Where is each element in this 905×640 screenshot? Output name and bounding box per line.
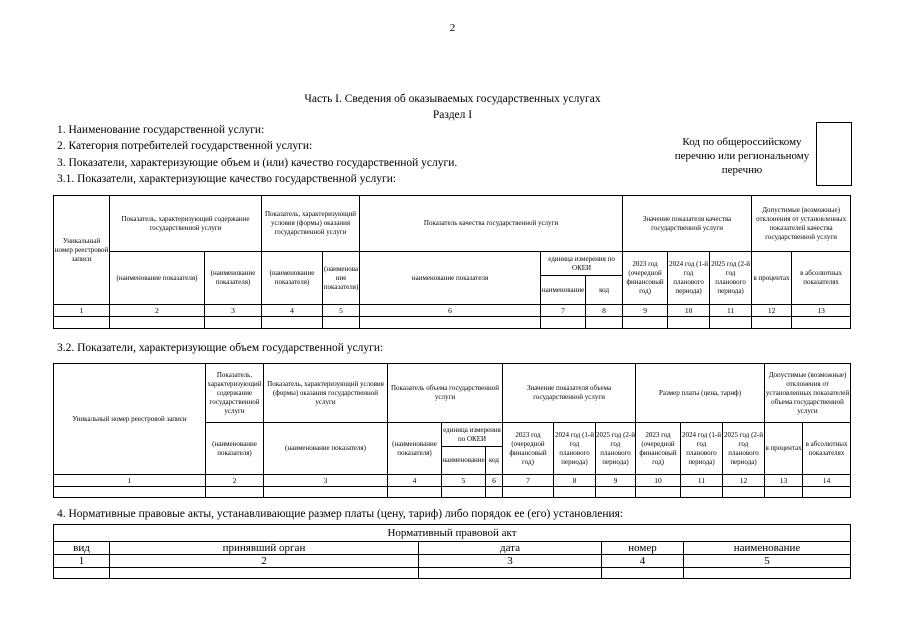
col-number: 3 [205,305,262,317]
empty-data-row [54,487,851,498]
col-number: 5 [323,305,360,317]
col-number: 12 [752,305,792,317]
indicator-name: (наименование показателя) [262,252,323,305]
indicator-name: (наименование показателя) [264,423,388,475]
content-indicator-header: Показатель, характеризующий содержание государственной услуги [206,364,264,423]
document-title: Часть I. Сведения об оказываемых государственных услугах [304,93,601,105]
col-index: 1 [54,555,110,568]
col-number: 1 [54,475,206,487]
col-number: 7 [503,475,554,487]
col-index: 3 [419,555,602,568]
indicator-name: (наименование показателя) [206,423,264,475]
conditions-indicator-header: Показатель, характеризующий условия (формы) оказания государственной услуги [264,364,388,423]
column-numbers-row [54,475,851,487]
value-header: Значение показателя качества государственной услуги [623,196,752,252]
volume-indicator-header: Показатель объема государственной услуги [388,364,503,423]
unit-code: код [486,447,503,475]
volume-table [53,363,851,498]
unique-number-header: Уникальный номер реестровой записи [54,196,110,305]
col-number: 12 [723,475,765,487]
empty-data-row [54,568,851,579]
col-number: 8 [586,305,623,317]
unique-number-header: Уникальный номер реестровой записи [54,364,206,475]
item-consumer-category: 2. Категория потребителей государственной услуги: [57,140,313,152]
year-2023: 2023 год (очередной финансовый год) [623,252,668,305]
col-number: 9 [623,305,668,317]
col-number: 13 [765,475,803,487]
unit-name: наименование [541,276,586,305]
col-number: 9 [596,475,636,487]
col-index: 2 [110,555,419,568]
col-number: 4 [262,305,323,317]
col-number: 8 [554,475,596,487]
col-number: 1 [54,305,110,317]
col-number: 10 [668,305,710,317]
legal-act-header: Нормативный правовой акт [54,525,851,542]
deviation-percent: в процентах [752,252,792,305]
year-2024: 2024 год (1-й год планового периода) [668,252,710,305]
year-2023: 2023 год (очередной финансовый год) [503,423,554,475]
year-2025: 2025 год (2-й год планового периода) [596,423,636,475]
column-numbers-row [54,555,851,568]
col-number: 13 [792,305,851,317]
empty-data-row [54,317,851,329]
col-number: 6 [486,475,503,487]
deviation-absolute: в абсолютных показателях [792,252,851,305]
unit-code: код [586,276,623,305]
col-number: 2 [206,475,264,487]
col-index: 5 [684,555,851,568]
code-label: Код по общероссийскому перечню или региональному перечню [674,136,810,176]
col-number: 14 [803,475,851,487]
price-2025: 2025 год (2-й год планового периода) [723,423,765,475]
section-title: Раздел I [432,109,473,121]
price-header: Размер платы (цена, тариф) [636,364,765,423]
col-number: 6 [360,305,541,317]
item-legal-acts: 4. Нормативные правовые акты, устанавливающие размер платы (цену, тариф) либо порядок ее (его) установления: [57,508,624,520]
legal-acts-table [53,524,851,579]
deviation-absolute: в абсолютных показателях [803,423,851,475]
indicator-name: (наименование показателя) [110,252,205,305]
col-kind: вид [54,542,110,555]
content-indicator-header: Показатель, характеризующий содержание государственной услуги [110,196,262,252]
quality-indicator-header: Показатель качества государственной услуги [360,196,623,252]
deviation-header: Допустимые (возможные) отклонения от установленных показателей объема государственной услуги [765,364,851,423]
item-service-name: 1. Наименование государственной услуги: [57,124,265,136]
year-2025: 2025 год (2-й год планового периода) [710,252,752,305]
item-indicators: 3. Показатели, характеризующие объем и (или) качество государственной услуги. [57,157,458,169]
code-box [816,122,852,186]
column-numbers-row [54,305,851,317]
price-2024: 2024 год (1-й год планового периода) [681,423,723,475]
col-number: номер [602,542,684,555]
col-number: 3 [264,475,388,487]
col-index: 4 [602,555,684,568]
okei-unit-header: единица измерения по ОКЕИ [442,423,503,447]
col-number: 5 [442,475,486,487]
conditions-indicator-header: Показатель, характеризующий условия (формы) оказания государственной услуги [262,196,360,252]
col-number: 4 [388,475,442,487]
col-number: 2 [110,305,205,317]
deviation-header: Допустимые (возможные) отклонения от установленных показателей качества государственной услуги [752,196,851,252]
col-number: 7 [541,305,586,317]
value-header: Значение показателя объема государственной услуги [503,364,636,423]
indicator-name: (наименование показателя) [323,252,360,305]
col-number: 11 [681,475,723,487]
quality-indicator-name: наименование показателя [360,252,541,305]
indicator-name: (наименование показателя) [388,423,442,475]
col-date: дата [419,542,602,555]
item-quality-indicators: 3.1. Показатели, характеризующие качество государственной услуги: [57,173,397,185]
okei-unit-header: единица измерения по ОКЕИ [541,252,623,276]
col-number: 11 [710,305,752,317]
col-authority: принявший орган [110,542,419,555]
price-2023: 2023 год (очередной финансовый год) [636,423,681,475]
year-2024: 2024 год (1-й год планового периода) [554,423,596,475]
quality-table [53,195,851,329]
deviation-percent: в процентах [765,423,803,475]
page-number: 2 [449,22,456,34]
indicator-name: (наименование показателя) [205,252,262,305]
col-number: 10 [636,475,681,487]
col-title: наименование [684,542,851,555]
item-volume-indicators: 3.2. Показатели, характеризующие объем государственной услуги: [57,342,384,354]
unit-name: наименование [442,447,486,475]
